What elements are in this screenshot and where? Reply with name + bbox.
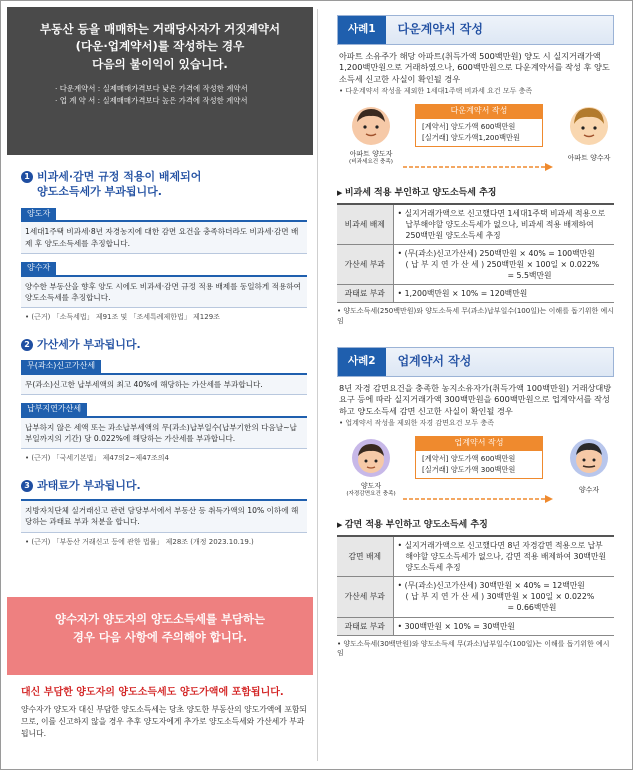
- seller-avatar-icon: [351, 106, 391, 146]
- seller-text: 1세대1주택 비과세·8년 자경농지에 대한 감면 요건을 충족하더라도 비과세·감면 배제 후 양도소득세를 추징합니다.: [21, 220, 307, 254]
- case1-contract-box: [415, 104, 543, 147]
- row-text: • 실지거래가액으로 신고했다면 8년 자경감면 적용으로 납부해야할 양도소득세가 없으나, 감면 적용 배제하여 30백만원 양도소득세 추징: [398, 540, 611, 573]
- legal-basis-1: • (근거) 「소득세법」 제91조 및 「조세특례제한법」 제129조: [21, 313, 307, 322]
- case2-subheading: ▶ 감면 적용 부인하고 양도소득세 추징: [323, 516, 628, 535]
- definition-notes: [17, 83, 303, 106]
- section-penalty-tax: [7, 337, 313, 464]
- case2-title: 업계약서 작성: [397, 354, 472, 369]
- row-text: • (무(과소)신고가산세) 250백만원 × 40% = 100백만원: [398, 248, 611, 259]
- case1-title: 다운계약서 작성: [397, 22, 483, 37]
- row-text: • (무(과소)신고가산세) 30백만원 × 40% = 12백만원: [398, 580, 611, 591]
- row-label: 가산세 부과: [337, 245, 393, 285]
- case1-seller-label: 아파트 양도자: [349, 150, 393, 159]
- row-text: = 0.66백만원: [507, 603, 557, 613]
- right-column: [323, 7, 628, 765]
- table-row: [337, 204, 614, 245]
- fine-text: 지방자치단체 실거래신고 관련 담당부서에서 부동산 등 취득가액의 10% 이하에 해당하는 과태료 부과 처분을 합니다.: [21, 499, 307, 533]
- case2-calc-table: [337, 535, 614, 635]
- row-label: 비과세 배제: [337, 204, 393, 245]
- section-fine: [7, 478, 313, 547]
- row-text: • 실지거래가액으로 신고했다면 1세대1주택 비과세 적용으로 납부해야할 양도소득세가 없으나, 비과세 적용 배제하여 250백만원 양도소득세 추징: [398, 208, 611, 241]
- row-text: ( 납 부 지 연 가 산 세 ) 30백만원 × 100일 × 0.022%: [405, 592, 595, 602]
- buyer-burden-banner: 양수자가 양도자의 양도소득세를 부담하는 경우 다음 사항에 주의해야 합니다.: [7, 597, 313, 675]
- row-text: = 5.5백만원: [507, 271, 552, 281]
- table-row: [337, 285, 614, 303]
- case1-label: 사례1: [338, 16, 386, 44]
- section-title-exemption: 비과세·감면 규정 적용이 배제되어 양도소득세가 부과됩니다.: [37, 170, 202, 199]
- case1-seller-sub: (비과세요건 충족): [349, 158, 393, 165]
- row-label: 감면 배제: [337, 536, 393, 577]
- section-exemption: [7, 169, 313, 323]
- warning-title: 부동산 등을 매매하는 거래당사자가 거짓계약서 (다운·업계약서)를 작성하는 경우 다음의 불이익이 있습니다.: [39, 22, 281, 71]
- case2-real-line: [실거래] 양도가액 300백만원: [422, 464, 516, 474]
- underreport-tag: 무(과소)신고가산세: [21, 360, 101, 373]
- case2-contract-title: 업계약서 작성: [415, 436, 543, 451]
- case1-contract-title: 다운계약서 작성: [415, 104, 543, 119]
- row-text: ( 납 부 지 연 가 산 세 ) 250백만원 × 100일 × 0.022%: [405, 260, 600, 270]
- legal-basis-2: • (근거) 「국세기본법」 제47의2~제47조의4: [21, 454, 307, 463]
- warning-header: [7, 7, 313, 155]
- row-label: 가산세 부과: [337, 577, 393, 617]
- buyer-text: 양수한 부동산을 향후 양도 시에도 비과세·감면 규정 적용 배제를 동일하게 적용하여 양도소득세를 추징합니다.: [21, 275, 307, 309]
- case2-description: 8년 자경 감면요건을 충족한 농지소유자가(취득가액 100백만원) 거래상대방 요구 등에 따라 실지거래가액 300백만원을 600백만원으로 업계약서를 작성하고 양도소득세 감면 신고한 사실이 확인될 경우: [339, 383, 612, 416]
- left-column: [7, 7, 313, 765]
- arrow-right-icon: [403, 162, 553, 172]
- included-in-price-heading: 대신 부담한 양도자의 양도소득세도 양도가액에 포함됩니다.: [21, 687, 284, 698]
- row-label: 과태료 부과: [337, 285, 393, 303]
- case1-real-line: [실거래] 양도가액1,200백만원: [422, 132, 520, 142]
- case2-seller-sub: (자경감면요건 충족): [346, 490, 396, 497]
- case1-note: • 다운계약서 작성을 제외한 1세대1주택 비과세 요건 모두 충족: [323, 85, 628, 96]
- buyer-avatar-icon: [569, 106, 609, 146]
- buyer-avatar-icon: [569, 438, 609, 478]
- case1-illustration: [337, 102, 614, 184]
- late-payment-tag: 납부지연가산세: [21, 403, 87, 416]
- section-number-3: 3: [21, 480, 33, 492]
- row-text: • 1,200백만원 × 10% = 120백만원: [398, 288, 611, 299]
- case1-calc-table: [337, 203, 614, 303]
- late-payment-text: 납부하지 않은 세액 또는 과소납부세액의 무(과소)납부일수(납부기한의 다음날~납부일까지의 기간) 당 0.022%에 해당하는 가산세를 부과합니다.: [21, 416, 307, 450]
- included-in-price-text: 양수자가 양도자 대신 부담한 양도소득세는 당초 양도한 부동산의 양도가액에 포함되므로, 이를 신고하지 않을 경우 추후 양도자에게 추가로 양도소득세와 가산세가 부과됩니다.: [21, 705, 307, 739]
- underreport-text: 무(과소)신고한 납부세액의 최고 40%에 해당하는 가산세를 부과합니다.: [21, 373, 307, 395]
- section-title-fine: 과태료가 부과됩니다.: [37, 478, 141, 492]
- table-row: [337, 245, 614, 285]
- case1-subheading: ▶ 비과세 적용 부인하고 양도소득세 추징: [323, 184, 628, 203]
- case1-description: 아파트 소유주가 해당 아파트(취득가액 500백만원) 양도 시 실지거래가액 1,200백만원으로 거래하였으나, 600백만원으로 다운계약서를 작성 후 양도소득세 신고한 사실이 확인될 경우: [339, 51, 610, 84]
- seller-avatar-icon: [351, 438, 391, 478]
- table-row: [337, 536, 614, 577]
- case2-contract-box: [415, 436, 543, 479]
- section-number-1: 1: [21, 171, 33, 183]
- section-number-2: 2: [21, 339, 33, 351]
- definition-up-contract: · 업 계 약 서 : 실제매매가격보다 높은 가격에 작성한 계약서: [55, 95, 303, 106]
- buyer-tag: 양수자: [21, 262, 56, 275]
- case2-header: [337, 347, 614, 377]
- section-title-penalty-tax: 가산세가 부과됩니다.: [37, 337, 141, 351]
- column-divider: [317, 9, 318, 761]
- case2-contract-line: [계약서] 양도가액 600백만원: [422, 453, 516, 463]
- case2-note: • 업계약서 작성을 제외한 자경 감면요건 모두 충족: [323, 417, 628, 428]
- case1-buyer-label: 아파트 양수자: [567, 154, 611, 163]
- case1-contract-line: [계약서] 양도가액 600백만원: [422, 121, 516, 131]
- case2-buyer-label: 양수자: [578, 486, 600, 495]
- arrow-right-icon: [403, 494, 553, 504]
- seller-tag: 양도자: [21, 208, 56, 221]
- table-row: [337, 577, 614, 617]
- case2-seller-label: 양도자: [360, 482, 382, 491]
- definition-down-contract: · 다운계약서 : 실제매매가격보다 낮은 가격에 작성한 계약서: [55, 83, 303, 94]
- row-text: • 300백만원 × 10% = 30백만원: [398, 621, 611, 632]
- case2-footnote: • 양도소득세(30백만원)와 양도소득세 무(과소)납부일수(100일)는 이해를 돕기위한 예시임: [323, 636, 628, 660]
- legal-basis-3: • (근거) 「부동산 거래신고 등에 관한 법률」 제28조 (개정 2023.10.19.): [21, 538, 307, 547]
- case1-header: [337, 15, 614, 45]
- case2-label: 사례2: [338, 348, 386, 376]
- row-label: 과태료 부과: [337, 617, 393, 635]
- table-row: [337, 617, 614, 635]
- case2-illustration: [337, 434, 614, 516]
- case1-footnote: • 양도소득세(250백만원)와 양도소득세 무(과소)납부일수(100일)는 이해를 돕기위한 예시임: [323, 303, 628, 327]
